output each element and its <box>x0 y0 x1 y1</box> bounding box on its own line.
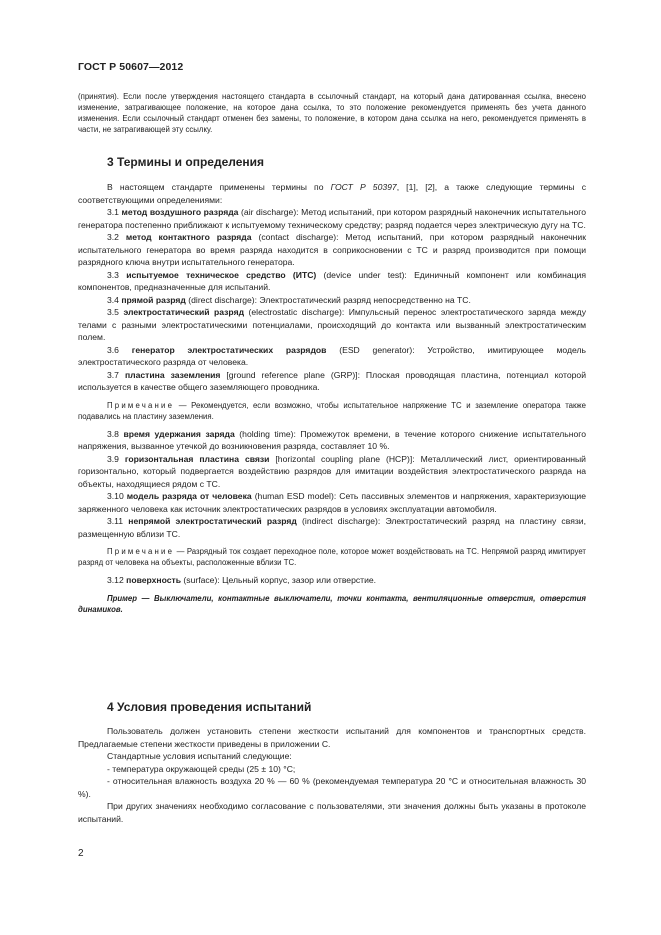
term-3-9: 3.9 горизонтальная пластина связи [horizontal coupling plane (HCP)]: Металлический лист, ориентированный горизонтально, который подвергается воздействию разрядов для имитации воздействия электростатического разряда на объекты, находящиеся рядом с ТС. <box>78 453 586 489</box>
term-3-2: 3.2 метод контактного разряда (contact discharge): Метод испытаний, при котором разрядный наконечник испытательного генератора во время разряда находится в соприкосновении с ТС и разряд производится при помощи разрядного ключа внутри испытательного генератора. <box>78 232 586 267</box>
section-3-lead: В настоящем стандарте применены термины по ГОСТ Р 50397, [1], [2], а также следующие термины с соответствующими определениями: <box>78 182 586 205</box>
note-2: Примечание — Разрядный ток создает переходное поле, которое может воздействовать на ТС. Непрямой разряд имитирует разряд от человека на объекты, расположенные вблизи ТС. <box>78 547 586 567</box>
term-3-4: 3.4 прямой разряд (direct discharge): Электростатический разряд непосредственно на ТС. <box>107 294 471 305</box>
note-1: Примечание — Рекомендуется, если возможно, чтобы испытательное напряжение ТС и заземление оператора также подавались на пластину заземления. <box>78 400 586 421</box>
section-4-paragraph-2: Стандартные условия испытаний следующие: <box>107 751 292 761</box>
page-number: 2 <box>78 848 84 859</box>
standard-reference: ГОСТ Р 50397 <box>330 182 397 192</box>
example-text: Пример — Выключатели, контактные выключатели, точки контакта, вентиляционные отверстия, отверстия динамиков. <box>78 593 586 614</box>
section-4-body <box>78 725 586 825</box>
section-3-title: 3 Термины и определения <box>107 155 265 169</box>
term-3-8: 3.8 время удержания заряда (holding time): Промежуток времени, в течение которого снижение испытательного напряжения, вызванное утечкой до возникновения разряда, составляет 10 %. <box>78 428 587 451</box>
term-3-3: 3.3 испытуемое техническое средство (ИТС) (device under test): Единичный компонент или комбинация компонентов, предназначенные для испытаний. <box>78 269 586 292</box>
section-4-list-item-2: - относительная влажность воздуха 20 % — 60 % (рекомендуемая температура 20 °С и относительная влажность 30 %). <box>78 776 586 799</box>
term-3-12: 3.12 поверхность (surface): Цельный корпус, зазор или отверстие. <box>107 575 377 585</box>
term-3-10: 3.10 модель разряда от человека (human ESD model): Сеть пассивных элементов и напряжения, характеризующие заряженного человека как источник электростатических разрядов в условиях эксплуатации автомобиля. <box>78 491 587 514</box>
section-4-list-item-1: - температура окружающей среды (25 ± 10) °С; <box>107 763 296 774</box>
term-3-1: 3.1 метод воздушного разряда (air discharge): Метод испытаний, при котором разрядный наконечник испытательного генератора постепенно приближают к испытуемому техническому средству; разряд подается через электрическую дугу на ТС. <box>78 207 587 230</box>
section-4-paragraph-5: При других значениях необходимо согласование с пользователями, эти значения должны быть указаны в протоколе испытаний. <box>78 801 586 824</box>
section-4-title: 4 Условия проведения испытаний <box>107 700 312 714</box>
section-4-paragraph-1: Пользователь должен установить степени жесткости испытаний для компонентов и транспортных средств. Предлагаемые степени жесткости приведены в приложении С. <box>78 726 586 749</box>
term-3-6: 3.6 генератор электростатических разрядов (ESD generator): Устройство, имитирующее модель электростатического разряда от человека. <box>78 344 586 367</box>
term-3-11: 3.11 непрямой электростатический разряд (indirect discharge): Электростатический разряд на пластину связи, размещенную вблизи ТС. <box>78 516 586 539</box>
term-3-5: 3.5 электростатический разряд (electrostatic discharge): Импульсный перенос электростатического заряда между телами с разными электростатическими потенциалами, происходящий до контакта или вызванный электростатическим полем. <box>78 307 586 342</box>
intro-paragraph-block <box>78 91 586 135</box>
document-header: ГОСТ Р 50607—2012 <box>78 61 184 73</box>
term-3-7: 3.7 пластина заземления [ground reference plane (GRP)]: Плоская проводящая пластина, потенциал которой используется в качестве общего заземляющего проводника. <box>78 369 586 392</box>
section-3-body <box>78 181 586 615</box>
intro-paragraph: (принятия). Если после утверждения настоящего стандарта в ссылочный стандарт, на который дана датированная ссылка, внесено изменение, затрагивающее положение, на которое дана ссылка, то это положение рекомендуется применять без учета данного изменения. Если ссылочный стандарт отменен без замены, то положение, в котором дана ссылка на него, рекомендуется применять в части, не затрагивающей эту ссылку. <box>78 92 586 134</box>
